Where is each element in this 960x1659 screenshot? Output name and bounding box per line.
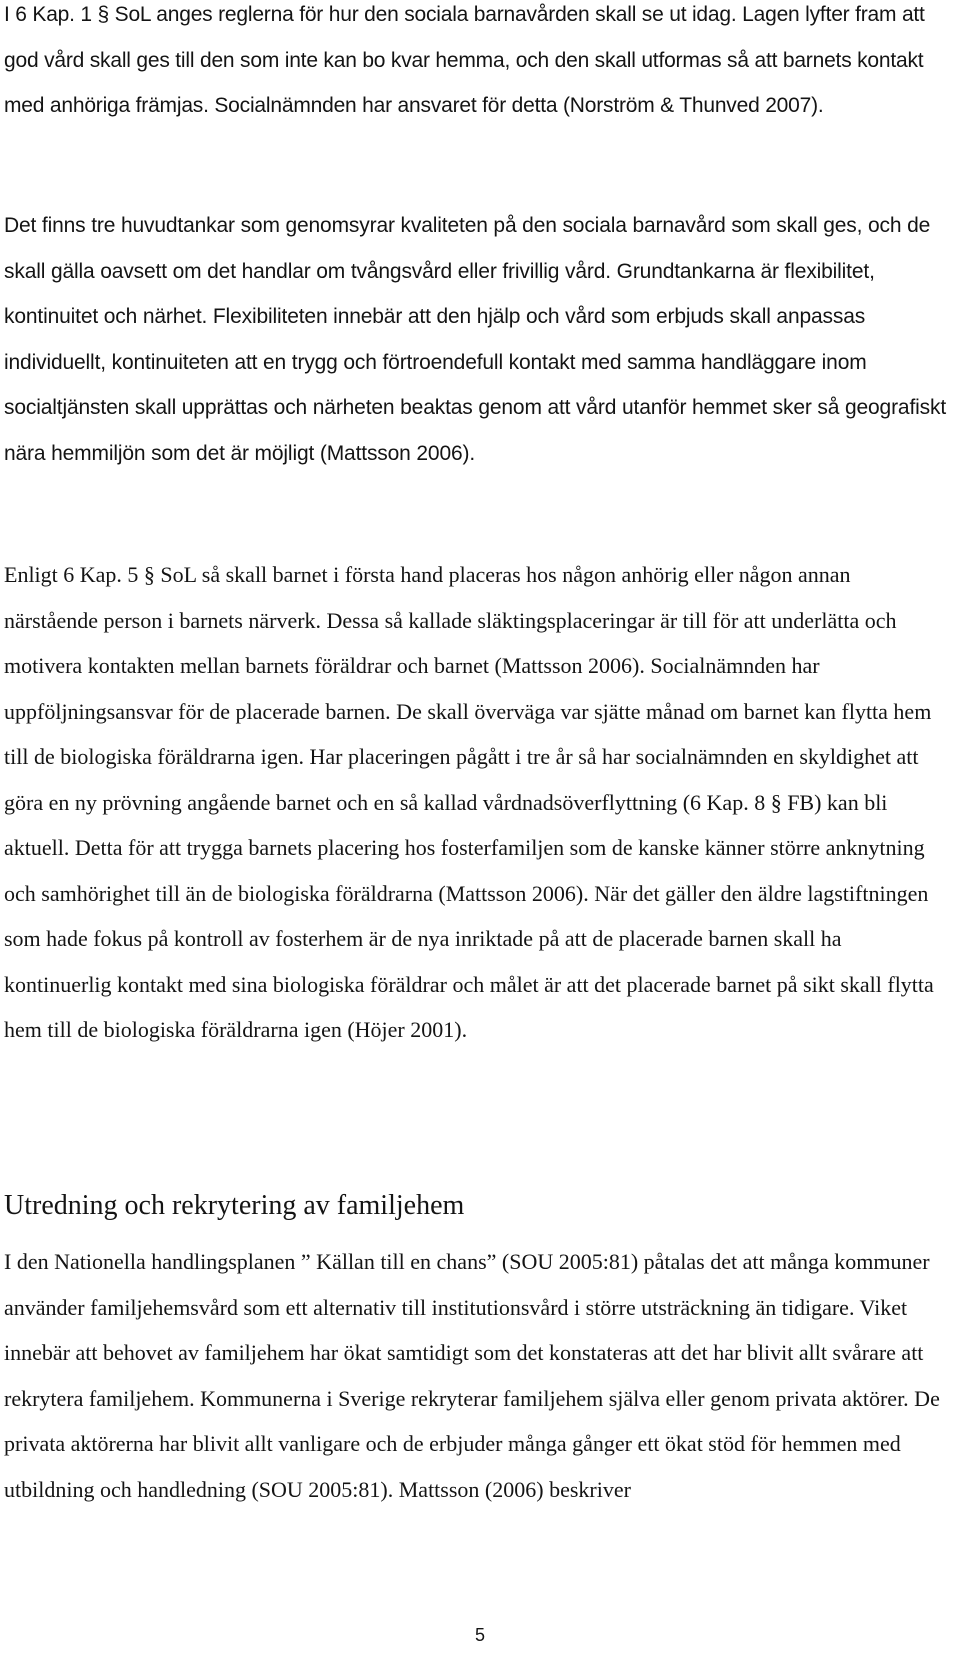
paragraph-core-principles: Det finns tre huvudtankar som genomsyrar kvaliteten på den sociala barnavård som skall ges, och de skall gälla oavsett om det handlar om tvångsvård eller frivillig vård. Grundtankarna är flexibilitet, kontinuitet och närhet. Flexibiliteten innebär att den hjälp och vård som erbjuds skall anpassas individuellt, kontinuiteten att en trygg och förtroendefull kontakt med samma handläggare inom socialtjänsten skall upprättas och närheten beaktas genom att vård utanför hemmet sker så geografiskt nära hemmiljön som det är möjligt (Mattsson 2006).	[4, 214, 947, 465]
paragraph-kinship-placement: Enligt 6 Kap. 5 § SoL så skall barnet i första hand placeras hos någon anhörig eller någon annan närstående person i barnets närverk. Dessa så kallade släktingsplaceringar är till för att underlätta och motivera kontakten mellan barnets föräldrar och barnet (Mattsson 2006). Socialnämnden har uppföljningsansvar för de placerade barnen. De skall överväga var sjätte månad om barnet kan flytta hem till de biologiska föräldrarna igen. Har placeringen pågått i tre år så har socialnämnden en skyldighet att göra en ny prövning angående barnet och en så kallad vårdnadsöverflyttning (6 Kap. 8 § FB) kan bli aktuell. Detta för att trygga barnets placering hos fosterfamiljen som de kanske känner större anknytning och samhörighet till än de biologiska föräldrarna (Mattsson 2006). När det gäller den äldre lagstiftningen som hade fokus på kontroll av fosterhem är de nya inriktade på att de placerade barnen skall ha kontinuerlig kontakt med sina biologiska föräldrar och målet är att det placerade barnet på sikt skall flytta hem till de biologiska föräldrarna igen (Höjer 2001).	[4, 562, 934, 1042]
section-heading: Utredning och rekrytering av familjehem	[4, 1190, 465, 1221]
paragraph-sol-rules: I 6 Kap. 1 § SoL anges reglerna för hur den sociala barnavården skall se ut idag. Lagen lyfter fram att god vård skall ges till den som inte kan bo kvar hemma, och den skall utformas så att barnets kontakt med anhöriga främjas. Socialnämnden har ansvaret för detta (Norström & Thunved 2007).	[4, 3, 925, 117]
paragraph-recruitment: I den Nationella handlingsplanen ” Källan till en chans” (SOU 2005:81) påtalas det att många kommuner använder familjehemsvård som ett alternativ till institutionsvård i större utsträckning än tidigare. Viket innebär att behovet av familjehem har ökat samtidigt som det konstateras att det har blivit allt svårare att rekrytera familjehem. Kommunerna i Sverige rekryterar familjehem själva eller genom privata aktörer. De privata aktörerna har blivit allt vanligare och de erbjuder många gånger ett ökat stöd för hemmen med utbildning och handledning (SOU 2005:81). Mattsson (2006) beskriver	[4, 1249, 940, 1502]
page-number: 5	[474, 1625, 485, 1645]
